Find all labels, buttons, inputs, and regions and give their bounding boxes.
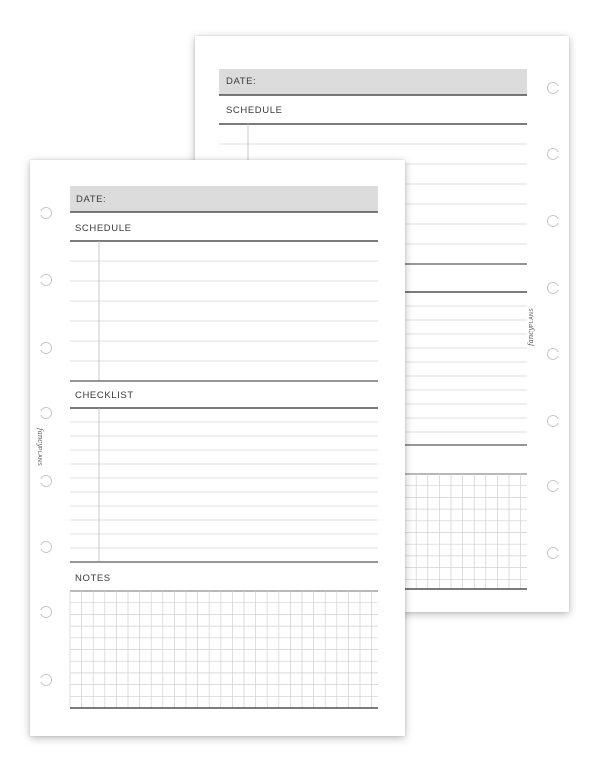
front-planner-page xyxy=(30,160,405,736)
binder-slot-center xyxy=(43,410,49,416)
binder-slot-center xyxy=(43,345,49,351)
binder-slot-center xyxy=(550,218,556,224)
binder-slot-center xyxy=(43,609,49,615)
binder-slot-center xyxy=(550,151,556,157)
binder-slot-center xyxy=(550,85,556,91)
brand-logo: fancyPLANS xyxy=(36,428,44,467)
date-label: DATE: xyxy=(76,194,107,205)
date-label: DATE: xyxy=(226,76,257,87)
checklist-label: CHECKLIST xyxy=(75,390,134,401)
front-page-lines xyxy=(30,160,405,736)
brand-logo: fancyPLANS xyxy=(527,307,535,346)
binder-slot-center xyxy=(43,277,49,283)
schedule-label: SCHEDULE xyxy=(226,105,283,116)
binder-slot-center xyxy=(550,418,556,424)
notes-label: NOTES xyxy=(75,573,111,584)
schedule-label: SCHEDULE xyxy=(75,223,132,234)
date-header-bar xyxy=(70,186,378,212)
binder-slot-center xyxy=(550,550,556,556)
binder-slot-center xyxy=(550,351,556,357)
binder-slot-center xyxy=(43,677,49,683)
binder-slot-center xyxy=(43,478,49,484)
binder-slot-center xyxy=(43,544,49,550)
binder-slot-center xyxy=(550,483,556,489)
binder-slot-center xyxy=(550,285,556,291)
binder-slot-center xyxy=(43,210,49,216)
date-header-bar xyxy=(219,69,527,95)
